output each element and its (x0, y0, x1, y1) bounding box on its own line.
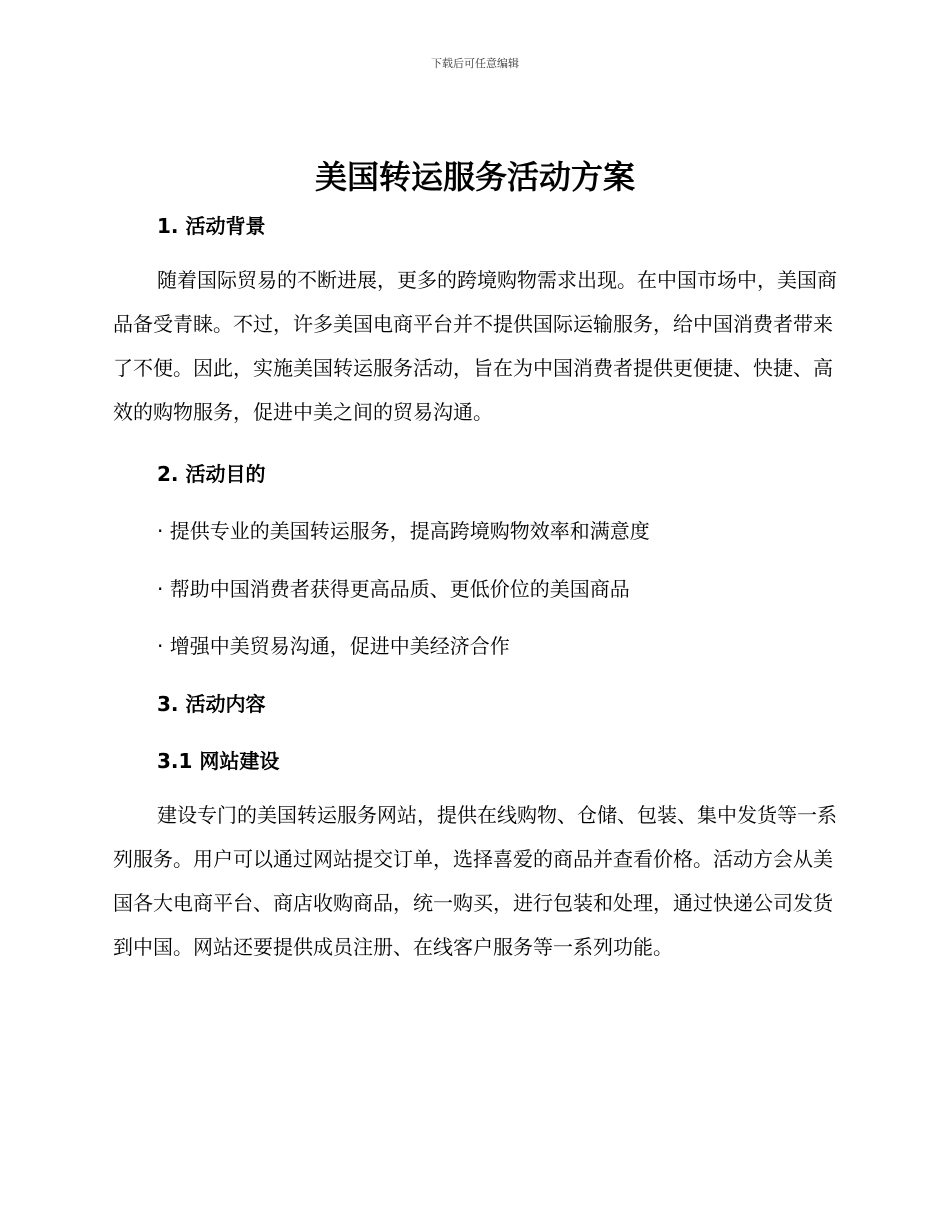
subsection-paragraph-website: 建设专门的美国转运服务网站，提供在线购物、仓储、包装、集中发货等一系列服务。用户可以通过网站提交订单，选择喜爱的商品并查看价格。活动方会从美国各大电商平台、商店收购商品，统一购买，进行包装和处理，通过快递公司发货到中国。网站还要提供成员注册、在线客户服务等一系列功能。 (113, 803, 837, 959)
section-heading-purpose: 2. 活动目的 (157, 462, 266, 486)
section-heading-background: 1. 活动背景 (157, 214, 266, 238)
subsection-heading-website: 3.1 网站建设 (157, 749, 280, 773)
bullet-item: · 提供专业的美国转运服务，提高跨境购物效率和满意度 (157, 519, 650, 543)
section-paragraph-background: 随着国际贸易的不断进展，更多的跨境购物需求出现。在中国市场中，美国商品备受青睐。不过，许多美国电商平台并不提供国际运输服务，给中国消费者带来了不便。因此，实施美国转运服务活动，旨在为中国消费者提供更便捷、快捷、高效的购物服务，促进中美之间的贸易沟通。 (113, 268, 837, 424)
bullet-item: · 增强中美贸易沟通，促进中美经济合作 (157, 634, 510, 658)
section-heading-content: 3. 活动内容 (157, 692, 266, 716)
document-title: 美国转运服务活动方案 (314, 158, 635, 196)
bullet-item: · 帮助中国消费者获得更高品质、更低价位的美国商品 (157, 577, 630, 601)
page-header-note: 下载后可任意编辑 (431, 57, 519, 70)
